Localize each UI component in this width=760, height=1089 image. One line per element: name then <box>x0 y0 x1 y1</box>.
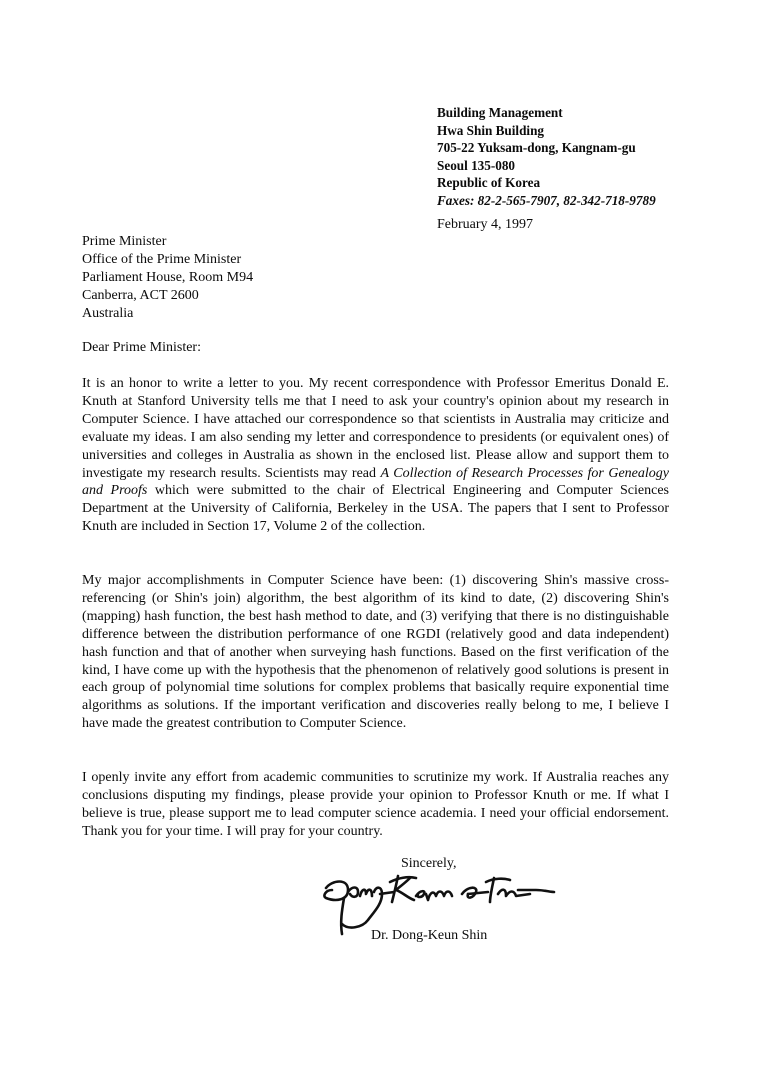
body-paragraph-1 <box>82 375 669 536</box>
letter-date: February 4, 1997 <box>437 217 534 232</box>
body-paragraph-2: My major accomplishments in Computer Science have been: (1) discovering Shin's massive cross-referencing (or Shin's join) algorithm, the best algorithm of its kind to date, (2) discovering Shin's (mapping) hash function, the best hash method to date, and (3) verifying that there is no distinguishable difference between the distribution performance of one RGDI (relatively good and data independent) hash function and that of another when surveying hash functions. Based on the first verification of the kind, I have come up with the hypothesis that the phenomenon of relatively good solutions is present in each group of polynomial time solutions for complex problems that basically require exponential time algorithms as solutions. If the important verification and discoveries really belong to me, I believe I have made the greatest contribution to Computer Science. <box>82 573 669 732</box>
recipient-address-line-2: Canberra, ACT 2600 <box>82 288 199 303</box>
sender-address-block <box>437 104 656 209</box>
sender-building: Hwa Shin Building <box>437 122 545 138</box>
body-paragraph-3: I openly invite any effort from academic communities to scrutinize my work. If Australia reaches any conclusions disputing my findings, please provide your opinion to Professor Knuth or me. If what I believe is true, please support me to lead computer science academia. I need your official endorsement. Thank you for your time. I will pray for your country. <box>82 770 669 839</box>
sender-street: 705-22 Yuksam-dong, Kangnam-gu <box>437 140 636 155</box>
paragraph-1-text-after-title: which were submitted to the chair of Electrical Engineering and Computer Sciences Department at the University of California, Berkeley in the USA. The papers that I sent to Professor Knuth are included in Section 17, Volume 2 of the collection. <box>82 483 669 535</box>
closing: Sincerely, <box>401 856 457 871</box>
recipient-address-block <box>82 233 253 323</box>
sender-name: Building Management <box>437 105 563 120</box>
collection-title: A Collection of Research Processes for Genealogy and Proofs <box>82 465 669 499</box>
recipient-country: Australia <box>82 306 134 321</box>
sender-faxes: Faxes: 82-2-565-7907, 82-342-718-9789 <box>437 192 656 208</box>
paragraph-1-text-before-title: It is an honor to write a letter to you. My recent correspondence with Professor Emeritus Donald E. Knuth at Stanford University tells me that I need to ask your country's opinion about my research in Computer Science. I have attached our correspondence so that scientists in Australia may criticize and evaluate my ideas. I am also sending my letter and correspondence to presidents (or equivalent ones) of universities and colleges in Australia as shown in the enclosed list. Please allow and support them to investigate my research results. Scientists may read <box>82 376 669 481</box>
sender-country: Republic of Korea <box>437 175 541 190</box>
signer-name: Dr. Dong-Keun Shin <box>371 928 488 943</box>
sender-city: Seoul 135-080 <box>437 157 516 173</box>
recipient-address-line-1: Parliament House, Room M94 <box>82 270 254 285</box>
recipient-office: Office of the Prime Minister <box>82 252 242 267</box>
salutation: Dear Prime Minister: <box>82 340 201 355</box>
recipient-title: Prime Minister <box>82 234 167 249</box>
